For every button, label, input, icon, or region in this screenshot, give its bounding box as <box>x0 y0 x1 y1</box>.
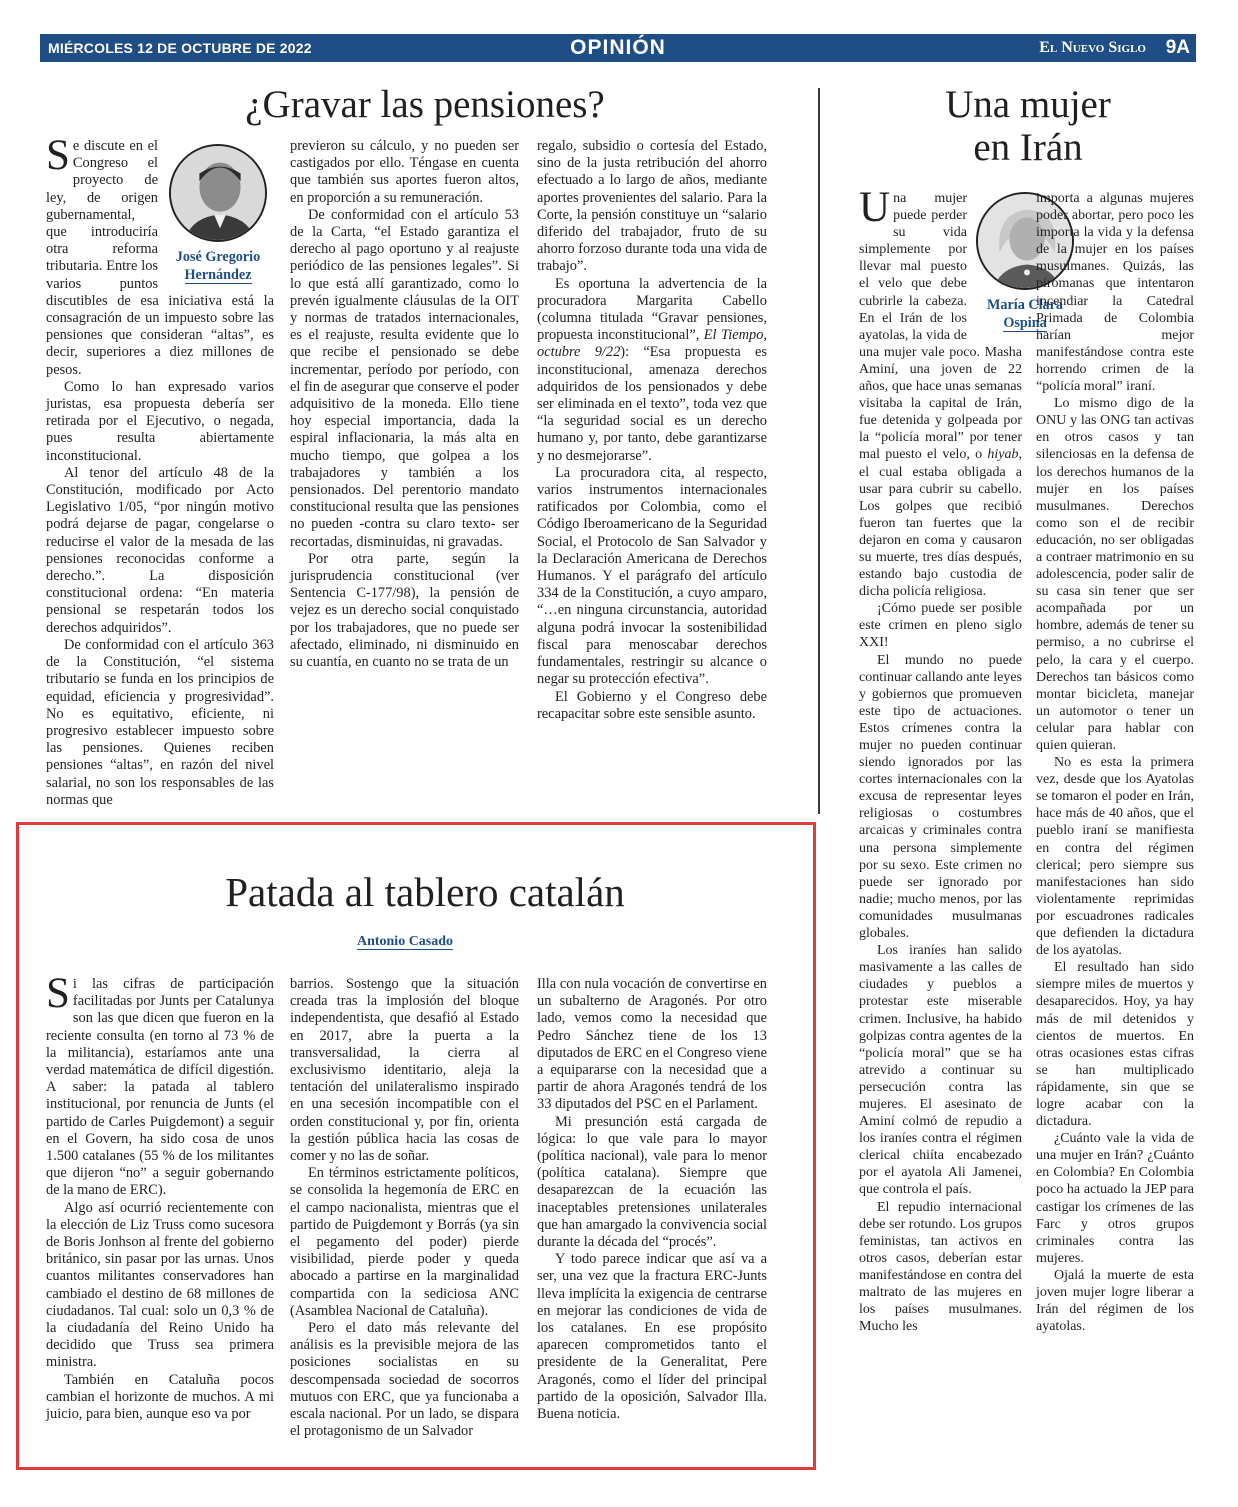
paragraph: La procuradora cita, al respecto, varios instrumentos internacionales ratificados por Colombia, como el Código Iberoamericano de la Seguridad Social, el Protocolo de San Salvador y la Declaración Americana de Derechos Humanos. Y el parágrafo del artículo 334 de la Constitución, a cuyo amparo, “…en ninguna circunstancia, autoridad alguna podrá invocar la sostenibilidad fiscal para menoscabar derechos fundamentales, restringir su alcance o negar su protección efectiva”. <box>537 464 767 688</box>
article-iran-col-2 <box>1036 190 1194 1335</box>
paragraph: También en Cataluña pocos cambian el horizonte de muchos. A mi juicio, para bien, aunque eso va por <box>46 1371 274 1423</box>
article-catalan-col-3 <box>537 976 767 1423</box>
paragraph: El mundo no puede continuar callando ante leyes y gobiernos que promueven este tipo de actuaciones. Estos crímenes contra la mujer no pueden continuar siendo ignorados por las cortes internacionales con la excusa de representar leyes religiosas o costumbres arcaicas y criminales contra una persona simplemente por su sexo. Este crimen no puede ser ignorado por nadie; mucho menos, por las comunidades musulmanas globales. <box>859 652 1022 942</box>
article-catalan-col-1 <box>46 970 274 1423</box>
paragraph: En términos estrictamente políticos, se consolida la hegemonía de ERC en el campo nacionalista, mientras que el partido de Puigdemont y Borrás (ya sin el pegamento del poder) pierde visibilidad, pierde poder y queda abocado a partirse en la marginalidad compartida con la sediciosa ANC (Asamblea Nacional de Cataluña). <box>290 1165 519 1319</box>
article-pensiones-col-1 <box>46 132 274 809</box>
section-title: OPINIÓN <box>570 36 666 59</box>
article-iran-col-1 <box>859 184 1064 1335</box>
paragraph: Pero el dato más relevante del análisis es la previsible mejora de las posiciones socialistas en su descompensada sociedad de socorros mutuos con ERC, que ya funcionaba a escala nacional. Por un lado, se dispara el protagonismo de un Salvador <box>290 1320 519 1440</box>
paragraph: El resultado han sido siempre miles de muertos y desaparecidos. Hoy, ya hay más de mil detenidos y cientos de muertos. En otras ocasiones estas cifras se han multiplicado rápidamente, sin que se logre acabar con la dictadura. <box>1036 960 1194 1130</box>
author-byline <box>300 934 510 950</box>
page-header-bar <box>40 34 1196 62</box>
paragraph: ¿Cuánto vale la vida de una mujer en Irán? ¿Cuánto en Colombia? En Colombia poco ha actuado la JEP para castigar los crímenes de las Farc y otros grupos criminales contra las mujeres. <box>1036 1131 1194 1266</box>
paragraph: Se discute en el Congreso el proyecto de ley, de origen gubernamental, que introduciría otra reforma tributaria. Entre los varios puntos discutibles de esa iniciativa está la consagración de un impuesto sobre las pensiones que consideran “altas”, es decir, superiores a diez millones de pesos. <box>46 132 274 378</box>
paragraph: Es oportuna la advertencia de la procuradora Margarita Cabello (columna titulada “Gravar pensiones, propuesta inconstitucional”, El Tiempo, octubre 9/22): “Esa propuesta es inconstitucional, amenaza derechos adquiridos de los pensionados y debe ser eliminada en el texto”, toda vez que “la seguridad social es un derecho humano y, por tanto, debe garantizarse y no desmejorarse”. <box>537 275 768 464</box>
paragraph: Como lo han expresado varios juristas, esa propuesta debería ser retirada por el Ejecutivo, o negada, pues resulta abiertamente inconstitucional. <box>46 378 274 464</box>
paragraph: Lo mismo digo de la ONU y las ONG tan activas en otros casos y tan silenciosas en la defensa de los derechos humanos de la mujer en los países musulmanes. Derechos como son el de recibir educación, no ser obligadas a contraer matrimonio en su adolescencia, poder salir de su casa sin tener que ser acompañada por un hombre, además de tener su permiso, a no cubrirse el pelo, la cara y el cuerpo. Derechos tan básicos como montar bicicleta, manejar un automotor o tener un celular para hablar con quien quieran. <box>1036 396 1194 753</box>
paragraph: Algo así ocurrió recientemente con la elección de Liz Truss como sucesora de Boris Jonhson al frente del gobierno británico, sin pasar por las urnas. Unos cuantos militantes conservadores han cambiado el destino de 68 millones de ciudadanos. Tal cual: solo un 0,3 % de la ciudadanía del Reino Unido ha decidido que Truss sea primera ministra. <box>46 1199 274 1371</box>
paragraph: Ojalá la muerte de esta joven mujer logre liberar a Irán del régimen de los ayatolas. <box>1036 1267 1194 1335</box>
paragraph: No es esta la primera vez, desde que los Ayatolas se tomaron el poder en Irán, hace más de 40 años, que el pueblo iraní se manifiesta en contra del régimen clerical; pero siempre sus manifestaciones han sido violentamente reprimidas por escuadrones radicales que defienden la dictadura de los ayatolas. <box>1036 755 1194 959</box>
paragraph: El repudio internacional debe ser rotundo. Los grupos feministas, tan activos en otros casos, deberían estar manifestándose en contra del maltrato de las mujeres en los países musulmanes. Mucho les <box>859 1199 1022 1335</box>
paragraph: De conformidad con el artículo 363 de la Constitución, “el sistema tributario se funda en los principios de equidad, eficiencia y progresividad”. No es equitativo, eficiente, ni progresivo establecer impuesto sobre las pensiones. Quienes reciben pensiones “altas”, en razón del nivel salarial, no son los responsables de las normas que <box>46 636 274 808</box>
issue-date: MIÉRCOLES 12 DE OCTUBRE DE 2022 <box>48 40 312 56</box>
paragraph: Los iraníes han salido masivamente a las calles de ciudades y pueblos a protestar este miserable crimen. Inclusive, ha habido golpizas contra agentes de la “policía moral” que se ha atrevido a continuar su persecución contra las mujeres. El asesinato de Aminí colmó de repudio a los iraníes contra el régimen clerical chiíta encabezado por el ayatola Ali Jamenei, que controla el país. <box>859 943 1022 1198</box>
author-byline <box>162 142 274 284</box>
paragraph: ¡Cómo puede ser posible este crimen en pleno siglo XXI! <box>859 601 1022 651</box>
author-photo <box>169 144 267 242</box>
paragraph: Por otra parte, según la jurisprudencia constitucional (ver Sentencia C-177/98), la pensión de vejez es un derecho social conquistado por los trabajadores, que no puede ser afectado, eliminado, ni disminuido en su cuantía, en cuanto no se trata de un <box>290 550 519 671</box>
paragraph: Illa con nula vocación de convertirse en un subalterno de Aragonés. Por otro lado, vemos como la necesidad que Pedro Sánchez tiene de los 13 diputados de ERC en el Congreso viene a equipararse con la necesidad que a partir de ahora Aragonés tendrá de los 33 diputados del PSC en el Parlament. <box>537 976 767 1113</box>
paragraph: Si las cifras de participación facilitadas por Junts per Catalunya son las que dicen que fueron en la reciente consulta (en torno al 73 % de la militancia), estaríamos ante una verdad matemática de difícil digestión. A saber: la patada al tablero institucional, por renuncia de Junts (el partido de Carles Puigdemont) a seguir en el Govern, ha sido cosa de unos 1.500 catalanes (55 % de los militantes que dijeron “no” a seguir gobernando de la mano de ERC). <box>46 970 274 1199</box>
paragraph: previeron su cálculo, y no pueden ser castigados por ello. Téngase en cuenta que también sus aportes fueron altos, en proporción a su remuneración. <box>290 138 519 206</box>
newspaper-name: El Nuevo Siglo <box>1039 39 1146 56</box>
paragraph: barrios. Sostengo que la situación creada tras la implosión del bloque independentista, que desafió al Estado en 2017, abre la puerta a la transversalidad, la cierra al exclusivismo identitario, aleja la tentación del unilateralismo inspirado en una secesión incompatible con el orden constitucional y, por fin, orienta la gestión pública hacia las cosas de comer y no las de soñar. <box>290 976 519 1165</box>
paragraph: Y todo parece indicar que así va a ser, una vez que la fractura ERC-Junts lleva implícita la exigencia de centrarse en mejorar las condiciones de vida de los catalanes. En ese propósito aparecen comprometidos tanto el presidente de la Generalitat, Pere Aragonés, como el líder del principal partido de la oposición, Salvador Illa. Buena noticia. <box>537 1251 767 1423</box>
article-pensiones-title: ¿Gravar las pensiones? <box>245 83 605 126</box>
article-iran-title <box>830 84 1226 170</box>
title-line-1: Una mujer <box>945 83 1111 126</box>
paragraph: De conformidad con el artículo 53 de la Carta, “el Estado garantiza el derecho al pago oportuno y al reajuste periódico de las pensiones legales”. Si lo que está allí garantizado, como lo prevén igualmente cláusulas de la OIT y normas de tratados internacionales, es el reajuste, resulta evidente que lo que recibe el pensionado se debe incrementar, período por período, con el fin de asegurar que conserve el poder adquisitivo de la moneda. Ello tiene hoy especial importancia, dada la espiral inflacionaria, la más alta en mucho tiempo, que golpea a los trabajadores y también a los pensionados. Del perentorio mandato constitucional resulta que las pensiones no pueden -contra su claro texto- ser recortadas, disminuidas, ni gravadas. <box>290 206 519 550</box>
article-pensiones-col-2 <box>290 138 519 671</box>
title-line-2: en Irán <box>973 125 1083 169</box>
author-first-name: María Clara <box>986 297 1064 313</box>
paragraph: regalo, subsidio o cortesía del Estado, sino de la justa retribución del ahorro efectuado a lo largo de años, mediante aportes provenientes del salario. Para la Corte, la pensión constituye un “salario diferido del trabajador, fruto de su ahorro forzoso durante toda una vida de trabajo”. <box>537 138 767 275</box>
article-catalan-col-2 <box>290 976 519 1440</box>
paragraph: El Gobierno y el Congreso debe recapacitar sobre este sensible asunto. <box>537 688 767 722</box>
paragraph: Una mujer puede perder su vida simplemente por llevar mal puesto el velo que debe cubrirle la cabeza. En el Irán de los ayatolas, la vida de una mujer vale poco. Masha Aminí, una joven de 22 años, que hace unas semanas visitaba la capital de Irán, fue detenida y golpeada por la “policía moral” por tener mal puesto el velo, o hiyab, el cual estaba obligada a usar para cubrir su cabello. Los golpes que recibió fueron tan fuertes que la dejaron en coma y causaron su muerte, tres días después, estando bajo custodia de dicha policía religiosa. <box>859 184 1022 600</box>
column-divider <box>818 88 820 814</box>
page-number: 9A <box>1165 37 1190 58</box>
author-name: Antonio Casado <box>356 934 454 949</box>
author-first-name: José Gregorio <box>175 249 261 265</box>
paragraph: Al tenor del artículo 48 de la Constitución, modificado por Acto Legislativo 1/05, “por ningún motivo podrá dejarse de pagar, congelarse o reducirse el valor de la mesada de las pensiones reconocidas conforme a derecho.”. La disposición constitucional ordena: “En materia pensional se respetarán todos los derechos adquiridos”. <box>46 464 274 636</box>
article-catalan-title: Patada al tablero catalán <box>225 869 625 915</box>
paragraph: Mi presunción está cargada de lógica: lo que vale para lo mayor (política nacional), vale para lo menor (política catalana). Siempre que desaparezcan de la ecuación las inaceptables pretensiones unilaterales que han amargado la convivencia social durante la década del “procés”. <box>537 1113 767 1251</box>
paragraph: importa a algunas mujeres poder abortar, pero poco les importa la vida y la defensa de la mujer en los países musulmanes. Quizás, las pirómanas que intentaron incendiar la Catedral Primada de Colombia harían mejor manifestándose contra este horrendo crimen de la “policía moral” iraní. <box>1036 191 1194 395</box>
article-pensiones-col-3 <box>537 138 767 723</box>
author-last-name: Hernández <box>184 267 252 283</box>
author-last-name: Ospina <box>1003 315 1047 331</box>
